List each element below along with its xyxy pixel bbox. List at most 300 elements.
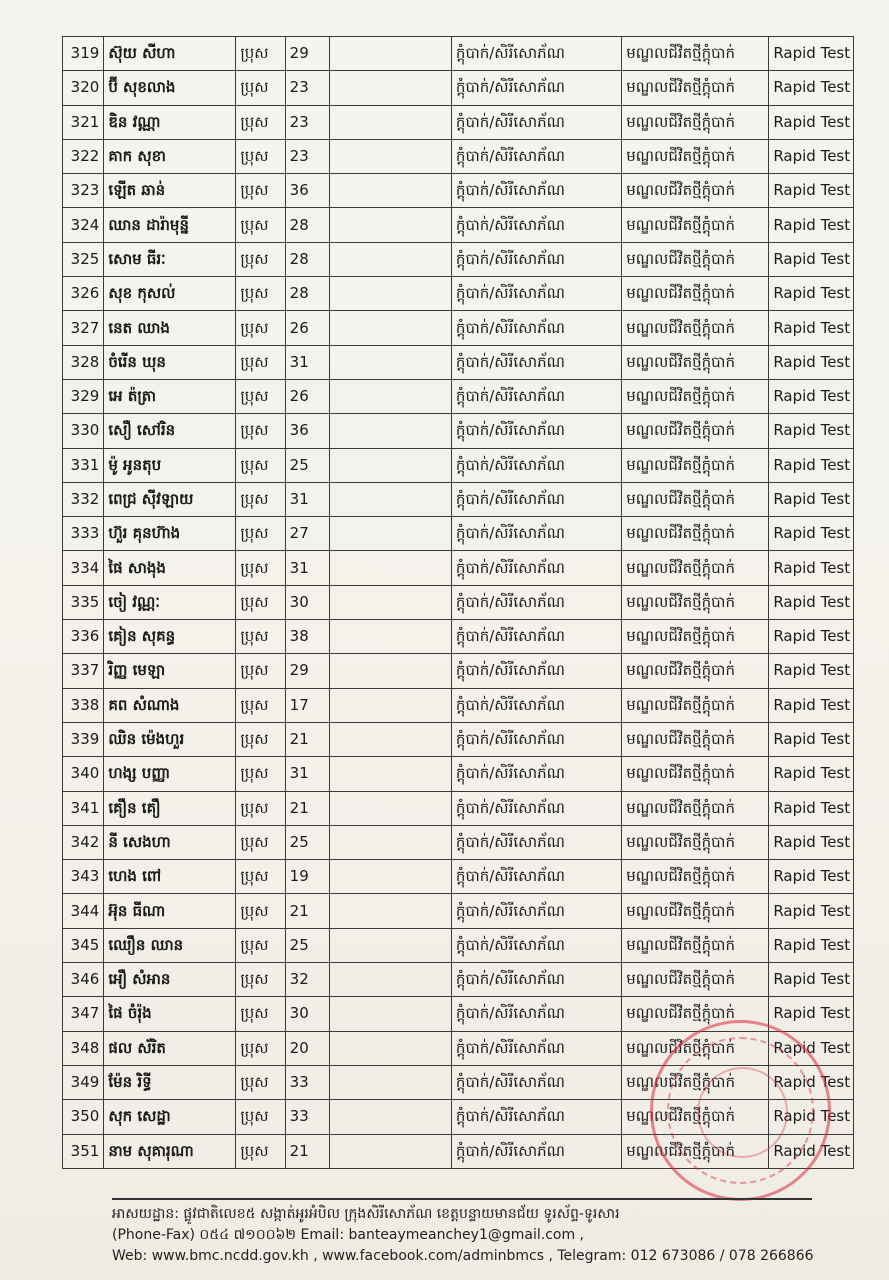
table-row bbox=[63, 551, 854, 585]
person-age: 33 bbox=[285, 1065, 329, 1099]
empty-cell bbox=[330, 517, 452, 551]
table-row bbox=[63, 482, 854, 516]
person-name: ផៃ សាងុង bbox=[104, 551, 236, 585]
test-type: Rapid Test bbox=[769, 825, 854, 859]
person-age: 23 bbox=[285, 71, 329, 105]
row-number: 343 bbox=[63, 860, 104, 894]
person-age: 29 bbox=[285, 37, 329, 71]
person-name: ចំរើន ឃុន bbox=[104, 345, 236, 379]
person-address: ក្តុំបាក់/សិរីសោភ័ណ bbox=[451, 1100, 621, 1134]
table-row bbox=[63, 860, 854, 894]
testing-center: មណ្ឌលជីវិតថ្មីក្តុំបាក់ bbox=[622, 482, 769, 516]
row-number: 332 bbox=[63, 482, 104, 516]
person-address: ក្តុំបាក់/សិរីសោភ័ណ bbox=[451, 37, 621, 71]
person-sex: ប្រុស bbox=[236, 688, 285, 722]
row-number: 329 bbox=[63, 379, 104, 413]
person-sex: ប្រុស bbox=[236, 208, 285, 242]
person-name: ម៉ែន រិទ្ធី bbox=[104, 1065, 236, 1099]
person-age: 28 bbox=[285, 208, 329, 242]
person-age: 25 bbox=[285, 448, 329, 482]
row-number: 330 bbox=[63, 414, 104, 448]
person-name: ផល ស័រិត bbox=[104, 1031, 236, 1065]
testing-center: មណ្ឌលជីវិតថ្មីក្តុំបាក់ bbox=[622, 1134, 769, 1168]
person-age: 21 bbox=[285, 894, 329, 928]
footer-contact: (Phone-Fax) ០៥៤ ៧១០០៦២ Email: banteaymeanchey1@gmail.com , bbox=[112, 1227, 585, 1243]
empty-cell bbox=[330, 242, 452, 276]
empty-cell bbox=[330, 208, 452, 242]
person-sex: ប្រុស bbox=[236, 928, 285, 962]
test-type: Rapid Test bbox=[769, 860, 854, 894]
person-name: ស៊ុយ សីហា bbox=[104, 37, 236, 71]
person-age: 25 bbox=[285, 928, 329, 962]
row-number: 338 bbox=[63, 688, 104, 722]
person-name: ផៃ ចំរ៉ុង bbox=[104, 997, 236, 1031]
testing-center: មណ្ឌលជីវិតថ្មីក្តុំបាក់ bbox=[622, 894, 769, 928]
row-number: 328 bbox=[63, 345, 104, 379]
testing-center: មណ្ឌលជីវិតថ្មីក្តុំបាក់ bbox=[622, 208, 769, 242]
table-row bbox=[63, 585, 854, 619]
empty-cell bbox=[330, 277, 452, 311]
person-sex: ប្រុស bbox=[236, 825, 285, 859]
person-age: 26 bbox=[285, 311, 329, 345]
test-type: Rapid Test bbox=[769, 242, 854, 276]
test-type: Rapid Test bbox=[769, 688, 854, 722]
testing-center: មណ្ឌលជីវិតថ្មីក្តុំបាក់ bbox=[622, 448, 769, 482]
table-row bbox=[63, 139, 854, 173]
test-type: Rapid Test bbox=[769, 894, 854, 928]
person-sex: ប្រុស bbox=[236, 311, 285, 345]
empty-cell bbox=[330, 105, 452, 139]
testing-center: មណ្ឌលជីវិតថ្មីក្តុំបាក់ bbox=[622, 722, 769, 756]
table-row bbox=[63, 791, 854, 825]
test-type: Rapid Test bbox=[769, 517, 854, 551]
person-name: នី សេងហា bbox=[104, 825, 236, 859]
testing-center: មណ្ឌលជីវិតថ្មីក្តុំបាក់ bbox=[622, 928, 769, 962]
test-type: Rapid Test bbox=[769, 551, 854, 585]
person-name: ឈឿន ឈាន bbox=[104, 928, 236, 962]
person-address: ក្តុំបាក់/សិរីសោភ័ណ bbox=[451, 791, 621, 825]
table-row bbox=[63, 311, 854, 345]
testing-center: មណ្ឌលជីវិតថ្មីក្តុំបាក់ bbox=[622, 860, 769, 894]
empty-cell bbox=[330, 722, 452, 756]
empty-cell bbox=[330, 482, 452, 516]
table-row bbox=[63, 414, 854, 448]
testing-center: មណ្ឌលជីវិតថ្មីក្តុំបាក់ bbox=[622, 620, 769, 654]
table-row bbox=[63, 517, 854, 551]
person-address: ក្តុំបាក់/សិរីសោភ័ណ bbox=[451, 654, 621, 688]
person-name: ឌិន វណ្ណា bbox=[104, 105, 236, 139]
empty-cell bbox=[330, 139, 452, 173]
table-row bbox=[63, 345, 854, 379]
person-address: ក្តុំបាក់/សិរីសោភ័ណ bbox=[451, 448, 621, 482]
row-number: 333 bbox=[63, 517, 104, 551]
table-row bbox=[63, 242, 854, 276]
testing-center: មណ្ឌលជីវិតថ្មីក្តុំបាក់ bbox=[622, 1031, 769, 1065]
row-number: 325 bbox=[63, 242, 104, 276]
person-age: 32 bbox=[285, 963, 329, 997]
table-row bbox=[63, 174, 854, 208]
empty-cell bbox=[330, 860, 452, 894]
person-sex: ប្រុស bbox=[236, 654, 285, 688]
table-row bbox=[63, 71, 854, 105]
empty-cell bbox=[330, 825, 452, 859]
test-type: Rapid Test bbox=[769, 1100, 854, 1134]
testing-center: មណ្ឌលជីវិតថ្មីក្តុំបាក់ bbox=[622, 551, 769, 585]
row-number: 319 bbox=[63, 37, 104, 71]
testing-center: មណ្ឌលជីវិតថ្មីក្តុំបាក់ bbox=[622, 139, 769, 173]
person-sex: ប្រុស bbox=[236, 894, 285, 928]
person-address: ក្តុំបាក់/សិរីសោភ័ណ bbox=[451, 1031, 621, 1065]
person-name: ពេជ្រ ស៊ីវឡាយ bbox=[104, 482, 236, 516]
testing-center: មណ្ឌលជីវិតថ្មីក្តុំបាក់ bbox=[622, 37, 769, 71]
table-row bbox=[63, 825, 854, 859]
empty-cell bbox=[330, 1100, 452, 1134]
test-type: Rapid Test bbox=[769, 585, 854, 619]
person-age: 20 bbox=[285, 1031, 329, 1065]
empty-cell bbox=[330, 71, 452, 105]
empty-cell bbox=[330, 414, 452, 448]
person-address: ក្តុំបាក់/សិរីសោភ័ណ bbox=[451, 208, 621, 242]
row-number: 345 bbox=[63, 928, 104, 962]
person-address: ក្តុំបាក់/សិរីសោភ័ណ bbox=[451, 105, 621, 139]
person-sex: ប្រុស bbox=[236, 997, 285, 1031]
testing-center: មណ្ឌលជីវិតថ្មីក្តុំបាក់ bbox=[622, 963, 769, 997]
person-age: 30 bbox=[285, 997, 329, 1031]
testing-center: មណ្ឌលជីវិតថ្មីក្តុំបាក់ bbox=[622, 791, 769, 825]
document-footer bbox=[112, 1198, 812, 1267]
person-sex: ប្រុស bbox=[236, 242, 285, 276]
person-address: ក្តុំបាក់/សិរីសោភ័ណ bbox=[451, 482, 621, 516]
person-address: ក្តុំបាក់/សិរីសោភ័ណ bbox=[451, 345, 621, 379]
table-body bbox=[63, 37, 854, 1169]
testing-center: មណ្ឌលជីវិតថ្មីក្តុំបាក់ bbox=[622, 379, 769, 413]
person-sex: ប្រុស bbox=[236, 517, 285, 551]
table-row bbox=[63, 757, 854, 791]
person-address: ក្តុំបាក់/សិរីសោភ័ណ bbox=[451, 311, 621, 345]
table-row bbox=[63, 688, 854, 722]
person-age: 19 bbox=[285, 860, 329, 894]
person-address: ក្តុំបាក់/សិរីសោភ័ណ bbox=[451, 585, 621, 619]
person-address: ក្តុំបាក់/សិរីសោភ័ណ bbox=[451, 722, 621, 756]
person-age: 29 bbox=[285, 654, 329, 688]
person-sex: ប្រុស bbox=[236, 482, 285, 516]
test-type: Rapid Test bbox=[769, 620, 854, 654]
person-address: ក្តុំបាក់/សិរីសោភ័ណ bbox=[451, 688, 621, 722]
person-name: ហ៊ួរ គុនហ៊ាង bbox=[104, 517, 236, 551]
table-row bbox=[63, 105, 854, 139]
person-sex: ប្រុស bbox=[236, 37, 285, 71]
person-address: ក្តុំបាក់/សិរីសោភ័ណ bbox=[451, 997, 621, 1031]
person-sex: ប្រុស bbox=[236, 551, 285, 585]
person-name: អឿ សំអាន bbox=[104, 963, 236, 997]
person-age: 31 bbox=[285, 551, 329, 585]
table-row bbox=[63, 379, 854, 413]
testing-center: មណ្ឌលជីវិតថ្មីក្តុំបាក់ bbox=[622, 277, 769, 311]
person-sex: ប្រុស bbox=[236, 105, 285, 139]
test-type: Rapid Test bbox=[769, 963, 854, 997]
row-number: 346 bbox=[63, 963, 104, 997]
test-type: Rapid Test bbox=[769, 722, 854, 756]
testing-center: មណ្ឌលជីវិតថ្មីក្តុំបាក់ bbox=[622, 242, 769, 276]
person-age: 33 bbox=[285, 1100, 329, 1134]
test-type: Rapid Test bbox=[769, 997, 854, 1031]
test-type: Rapid Test bbox=[769, 139, 854, 173]
row-number: 350 bbox=[63, 1100, 104, 1134]
row-number: 348 bbox=[63, 1031, 104, 1065]
row-number: 323 bbox=[63, 174, 104, 208]
empty-cell bbox=[330, 174, 452, 208]
person-age: 28 bbox=[285, 277, 329, 311]
table-row bbox=[63, 654, 854, 688]
row-number: 331 bbox=[63, 448, 104, 482]
person-name: នេត ឈាង bbox=[104, 311, 236, 345]
empty-cell bbox=[330, 1065, 452, 1099]
row-number: 340 bbox=[63, 757, 104, 791]
person-age: 23 bbox=[285, 105, 329, 139]
person-age: 21 bbox=[285, 1134, 329, 1168]
test-type: Rapid Test bbox=[769, 482, 854, 516]
empty-cell bbox=[330, 311, 452, 345]
empty-cell bbox=[330, 894, 452, 928]
testing-center: មណ្ឌលជីវិតថ្មីក្តុំបាក់ bbox=[622, 825, 769, 859]
person-name: គៀន សុគន្ធ bbox=[104, 620, 236, 654]
empty-cell bbox=[330, 1031, 452, 1065]
person-sex: ប្រុស bbox=[236, 277, 285, 311]
person-address: ក្តុំបាក់/សិរីសោភ័ណ bbox=[451, 379, 621, 413]
empty-cell bbox=[330, 963, 452, 997]
row-number: 347 bbox=[63, 997, 104, 1031]
test-type: Rapid Test bbox=[769, 105, 854, 139]
person-address: ក្តុំបាក់/សិរីសោភ័ណ bbox=[451, 860, 621, 894]
person-name: ម៉ូ អូនតុប bbox=[104, 448, 236, 482]
person-age: 26 bbox=[285, 379, 329, 413]
person-sex: ប្រុស bbox=[236, 620, 285, 654]
person-age: 21 bbox=[285, 722, 329, 756]
person-age: 17 bbox=[285, 688, 329, 722]
person-address: ក្តុំបាក់/សិរីសោភ័ណ bbox=[451, 757, 621, 791]
testing-center: មណ្ឌលជីវិតថ្មីក្តុំបាក់ bbox=[622, 414, 769, 448]
test-type: Rapid Test bbox=[769, 1134, 854, 1168]
testing-center: មណ្ឌលជីវិតថ្មីក្តុំបាក់ bbox=[622, 585, 769, 619]
row-number: 341 bbox=[63, 791, 104, 825]
person-name: គាក សុខា bbox=[104, 139, 236, 173]
test-type: Rapid Test bbox=[769, 277, 854, 311]
person-address: ក្តុំបាក់/សិរីសោភ័ណ bbox=[451, 620, 621, 654]
row-number: 324 bbox=[63, 208, 104, 242]
table-row bbox=[63, 277, 854, 311]
person-name: ឡើត ឆាន់ bbox=[104, 174, 236, 208]
person-name: អេ ត៉ត្រា bbox=[104, 379, 236, 413]
table-row bbox=[63, 997, 854, 1031]
person-address: ក្តុំបាក់/សិរីសោភ័ណ bbox=[451, 1065, 621, 1099]
row-number: 349 bbox=[63, 1065, 104, 1099]
row-number: 334 bbox=[63, 551, 104, 585]
person-name: ប៊ី សុខលាង bbox=[104, 71, 236, 105]
person-sex: ប្រុស bbox=[236, 345, 285, 379]
person-name: សុខ កុសល់ bbox=[104, 277, 236, 311]
person-address: ក្តុំបាក់/សិរីសោភ័ណ bbox=[451, 517, 621, 551]
test-type: Rapid Test bbox=[769, 1065, 854, 1099]
empty-cell bbox=[330, 551, 452, 585]
person-address: ក្តុំបាក់/សិរីសោភ័ណ bbox=[451, 139, 621, 173]
testing-center: មណ្ឌលជីវិតថ្មីក្តុំបាក់ bbox=[622, 1065, 769, 1099]
person-sex: ប្រុស bbox=[236, 1100, 285, 1134]
person-name: ហង្ស បញ្ញា bbox=[104, 757, 236, 791]
person-name: សុក សេដ្ឋា bbox=[104, 1100, 236, 1134]
row-number: 322 bbox=[63, 139, 104, 173]
table-row bbox=[63, 620, 854, 654]
testing-center: មណ្ឌលជីវិតថ្មីក្តុំបាក់ bbox=[622, 71, 769, 105]
empty-cell bbox=[330, 757, 452, 791]
testing-center: មណ្ឌលជីវិតថ្មីក្តុំបាក់ bbox=[622, 757, 769, 791]
row-number: 337 bbox=[63, 654, 104, 688]
person-name: គឿន គឿ bbox=[104, 791, 236, 825]
person-address: ក្តុំបាក់/សិរីសោភ័ណ bbox=[451, 242, 621, 276]
row-number: 351 bbox=[63, 1134, 104, 1168]
person-address: ក្តុំបាក់/សិរីសោភ័ណ bbox=[451, 825, 621, 859]
person-age: 27 bbox=[285, 517, 329, 551]
person-address: ក្តុំបាក់/សិរីសោភ័ណ bbox=[451, 277, 621, 311]
testing-center: មណ្ឌលជីវិតថ្មីក្តុំបាក់ bbox=[622, 654, 769, 688]
person-sex: ប្រុស bbox=[236, 1031, 285, 1065]
person-sex: ប្រុស bbox=[236, 71, 285, 105]
person-name: ហេង ពៅ bbox=[104, 860, 236, 894]
person-address: ក្តុំបាក់/សិរីសោភ័ណ bbox=[451, 928, 621, 962]
row-number: 339 bbox=[63, 722, 104, 756]
test-type: Rapid Test bbox=[769, 414, 854, 448]
person-age: 36 bbox=[285, 414, 329, 448]
table-row bbox=[63, 928, 854, 962]
person-age: 23 bbox=[285, 139, 329, 173]
table-row bbox=[63, 722, 854, 756]
empty-cell bbox=[330, 791, 452, 825]
row-number: 320 bbox=[63, 71, 104, 105]
person-name: ចៀ វណ្ណៈ bbox=[104, 585, 236, 619]
test-type: Rapid Test bbox=[769, 379, 854, 413]
person-sex: ប្រុស bbox=[236, 379, 285, 413]
empty-cell bbox=[330, 345, 452, 379]
person-address: ក្តុំបាក់/សិរីសោភ័ណ bbox=[451, 551, 621, 585]
person-sex: ប្រុស bbox=[236, 791, 285, 825]
test-type: Rapid Test bbox=[769, 928, 854, 962]
person-address: ក្តុំបាក់/សិរីសោភ័ណ bbox=[451, 1134, 621, 1168]
person-address: ក្តុំបាក់/សិរីសោភ័ណ bbox=[451, 894, 621, 928]
person-sex: ប្រុស bbox=[236, 722, 285, 756]
test-type: Rapid Test bbox=[769, 448, 854, 482]
testing-center: មណ្ឌលជីវិតថ្មីក្តុំបាក់ bbox=[622, 345, 769, 379]
testing-center: មណ្ឌលជីវិតថ្មីក្តុំបាក់ bbox=[622, 1100, 769, 1134]
footer-address: អាសយដ្ឋាន: ផ្លូវជាតិលេខ៥ សង្កាត់អូរអំបិល ក្រុងសិរីសោភ័ណ ខេត្តបន្ទាយមានជ័យ ទូរស័ព្ទ-ទូរសារ bbox=[112, 1206, 620, 1222]
testing-center: មណ្ឌលជីវិតថ្មីក្តុំបាក់ bbox=[622, 174, 769, 208]
person-address: ក្តុំបាក់/សិរីសោភ័ណ bbox=[451, 71, 621, 105]
person-sex: ប្រុស bbox=[236, 174, 285, 208]
person-name: សឿ សៅរិន bbox=[104, 414, 236, 448]
person-sex: ប្រុស bbox=[236, 757, 285, 791]
table-row bbox=[63, 1065, 854, 1099]
person-age: 38 bbox=[285, 620, 329, 654]
testing-center: មណ្ឌលជីវិតថ្មីក្តុំបាក់ bbox=[622, 688, 769, 722]
person-age: 31 bbox=[285, 345, 329, 379]
test-type: Rapid Test bbox=[769, 37, 854, 71]
person-sex: ប្រុស bbox=[236, 448, 285, 482]
person-name: អ៊ុន ធីណា bbox=[104, 894, 236, 928]
person-age: 30 bbox=[285, 585, 329, 619]
testing-center: មណ្ឌលជីវិតថ្មីក្តុំបាក់ bbox=[622, 105, 769, 139]
row-number: 344 bbox=[63, 894, 104, 928]
empty-cell bbox=[330, 379, 452, 413]
person-name: រិញ្ញ មេឡា bbox=[104, 654, 236, 688]
test-type: Rapid Test bbox=[769, 1031, 854, 1065]
empty-cell bbox=[330, 448, 452, 482]
empty-cell bbox=[330, 585, 452, 619]
person-address: ក្តុំបាក់/សិរីសោភ័ណ bbox=[451, 963, 621, 997]
table-row bbox=[63, 963, 854, 997]
test-type: Rapid Test bbox=[769, 757, 854, 791]
footer-web: Web: www.bmc.ncdd.gov.kh , www.facebook.com/adminbmcs , Telegram: 012 673086 / 078 266866 bbox=[112, 1248, 814, 1264]
row-number: 321 bbox=[63, 105, 104, 139]
person-sex: ប្រុស bbox=[236, 139, 285, 173]
person-name: ឈិន ម៉េងហួរ bbox=[104, 722, 236, 756]
person-name: នាម សុគារុណា bbox=[104, 1134, 236, 1168]
person-address: ក្តុំបាក់/សិរីសោភ័ណ bbox=[451, 414, 621, 448]
test-type: Rapid Test bbox=[769, 345, 854, 379]
person-name: ឈាន ដារ៉ាមុន្នី bbox=[104, 208, 236, 242]
row-number: 336 bbox=[63, 620, 104, 654]
row-number: 326 bbox=[63, 277, 104, 311]
test-type: Rapid Test bbox=[769, 311, 854, 345]
person-sex: ប្រុស bbox=[236, 1065, 285, 1099]
testing-center: មណ្ឌលជីវិតថ្មីក្តុំបាក់ bbox=[622, 311, 769, 345]
person-age: 25 bbox=[285, 825, 329, 859]
empty-cell bbox=[330, 688, 452, 722]
table-row bbox=[63, 208, 854, 242]
person-name: គព សំណាង bbox=[104, 688, 236, 722]
row-number: 327 bbox=[63, 311, 104, 345]
table-row bbox=[63, 37, 854, 71]
person-sex: ប្រុស bbox=[236, 860, 285, 894]
empty-cell bbox=[330, 997, 452, 1031]
table-row bbox=[63, 448, 854, 482]
row-number: 335 bbox=[63, 585, 104, 619]
empty-cell bbox=[330, 1134, 452, 1168]
person-name: សោម ធីរៈ bbox=[104, 242, 236, 276]
person-sex: ប្រុស bbox=[236, 963, 285, 997]
test-type: Rapid Test bbox=[769, 174, 854, 208]
empty-cell bbox=[330, 620, 452, 654]
table-row bbox=[63, 1100, 854, 1134]
table-row bbox=[63, 894, 854, 928]
empty-cell bbox=[330, 37, 452, 71]
table-row bbox=[63, 1134, 854, 1168]
person-age: 21 bbox=[285, 791, 329, 825]
test-type: Rapid Test bbox=[769, 654, 854, 688]
person-sex: ប្រុស bbox=[236, 585, 285, 619]
empty-cell bbox=[330, 654, 452, 688]
table-row bbox=[63, 1031, 854, 1065]
empty-cell bbox=[330, 928, 452, 962]
person-age: 36 bbox=[285, 174, 329, 208]
person-sex: ប្រុស bbox=[236, 1134, 285, 1168]
test-type: Rapid Test bbox=[769, 791, 854, 825]
testing-center: មណ្ឌលជីវិតថ្មីក្តុំបាក់ bbox=[622, 517, 769, 551]
test-type: Rapid Test bbox=[769, 208, 854, 242]
person-age: 31 bbox=[285, 757, 329, 791]
person-address: ក្តុំបាក់/សិរីសោភ័ណ bbox=[451, 174, 621, 208]
participants-table bbox=[62, 36, 854, 1169]
person-sex: ប្រុស bbox=[236, 414, 285, 448]
row-number: 342 bbox=[63, 825, 104, 859]
person-age: 28 bbox=[285, 242, 329, 276]
